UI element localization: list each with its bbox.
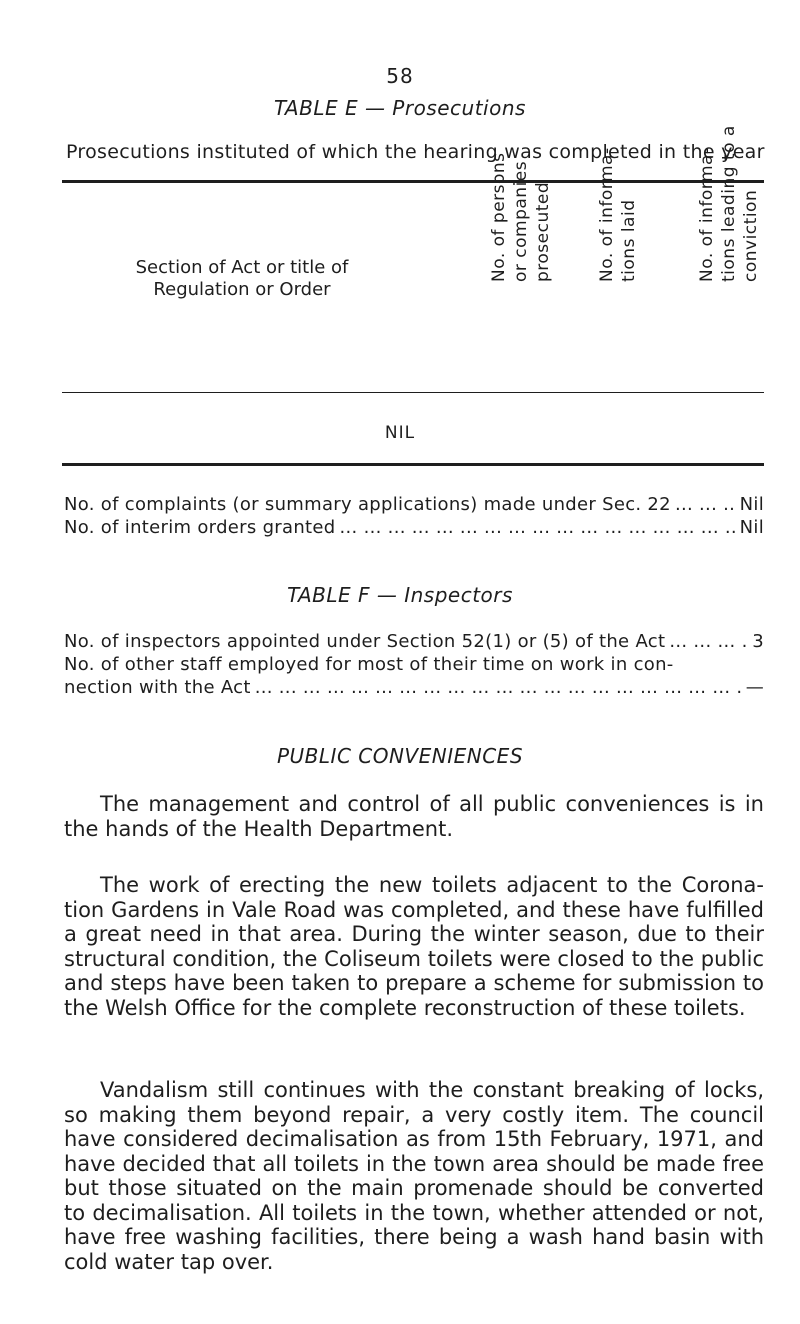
inspectors-value: 3 bbox=[752, 631, 764, 652]
interim-orders-label: No. of interim orders granted bbox=[64, 517, 336, 538]
table-top-rule bbox=[62, 180, 764, 183]
informations-column-header bbox=[596, 147, 640, 282]
persons-header-line: prosecuted bbox=[533, 181, 553, 282]
dot-leader bbox=[669, 631, 748, 652]
dot-leader bbox=[255, 677, 742, 698]
informations-header-line: tions laid bbox=[619, 199, 639, 282]
table-e-title: TABLE E — Prosecutions bbox=[274, 96, 526, 120]
convictions-header-line: conviction bbox=[741, 189, 761, 282]
dot-leader bbox=[675, 494, 736, 515]
informations-header-line: No. of informa- bbox=[597, 147, 617, 282]
interim-orders-line bbox=[64, 517, 764, 538]
table-e-nil: NIL bbox=[384, 423, 416, 443]
section-header-line: Section of Act or title of bbox=[135, 257, 349, 278]
page-number: 58 bbox=[386, 64, 414, 88]
complaints-label: No. of complaints (or summary applications) made under Sec. 22 bbox=[64, 494, 671, 515]
staff-line-1 bbox=[64, 654, 764, 675]
interim-orders-value: Nil bbox=[739, 517, 764, 538]
staff-line-2 bbox=[64, 677, 764, 698]
inspectors-label: No. of inspectors appointed under Section 52(1) or (5) of the Act bbox=[64, 631, 666, 652]
public-conveniences-heading: PUBLIC CONVENIENCES bbox=[276, 744, 524, 768]
persons-header-line: No. of persons bbox=[489, 152, 509, 282]
table-header-rule bbox=[62, 392, 764, 393]
table-bottom-rule bbox=[62, 463, 764, 466]
persons-header-line: or companies bbox=[511, 160, 531, 282]
table-e-intro: Prosecutions instituted of which the hearing was completed in the year bbox=[66, 141, 765, 163]
convictions-header-line: tions leading to a bbox=[719, 125, 739, 282]
persons-column-header bbox=[488, 152, 554, 282]
staff-label-2: nection with the Act bbox=[64, 677, 251, 698]
section-header-line: Regulation or Order bbox=[153, 279, 331, 300]
paragraph-management: The management and control of all public conveniences is in the hands of the Health Department. bbox=[64, 792, 764, 841]
inspectors-line bbox=[64, 631, 764, 652]
convictions-column-header bbox=[696, 125, 762, 282]
staff-label-1: No. of other staff employed for most of their time on work in con- bbox=[64, 654, 674, 675]
table-f-title: TABLE F — Inspectors bbox=[287, 583, 513, 607]
section-column-header bbox=[62, 257, 422, 301]
complaints-line bbox=[64, 494, 764, 515]
dot-leader bbox=[340, 517, 736, 538]
paragraph-new-toilets: The work of erecting the new toilets adjacent to the Corona-tion Gardens in Vale Road was completed, and these have fulfilled a great need in that area. During the winter season, due to their structural condition, the Coliseum toilets were closed to the public and steps have been taken to prepare a scheme for submission to the Welsh Office for the complete reconstruction of these toilets. bbox=[64, 873, 764, 1020]
complaints-value: Nil bbox=[739, 494, 764, 515]
paragraph-vandalism: Vandalism still continues with the constant breaking of locks, so making them beyond repair, a very costly item. The council have considered decimalisation as from 15th February, 1971, and have decided that all toilets in the town area should be made free but those situated on the main promenade should be converted to decimalisation. All toilets in the town, whether attended or not, have free washing facilities, there being a wash hand basin with cold water tap over. bbox=[64, 1078, 764, 1274]
staff-value: — bbox=[745, 677, 764, 698]
convictions-header-line: No. of informa- bbox=[697, 147, 717, 282]
